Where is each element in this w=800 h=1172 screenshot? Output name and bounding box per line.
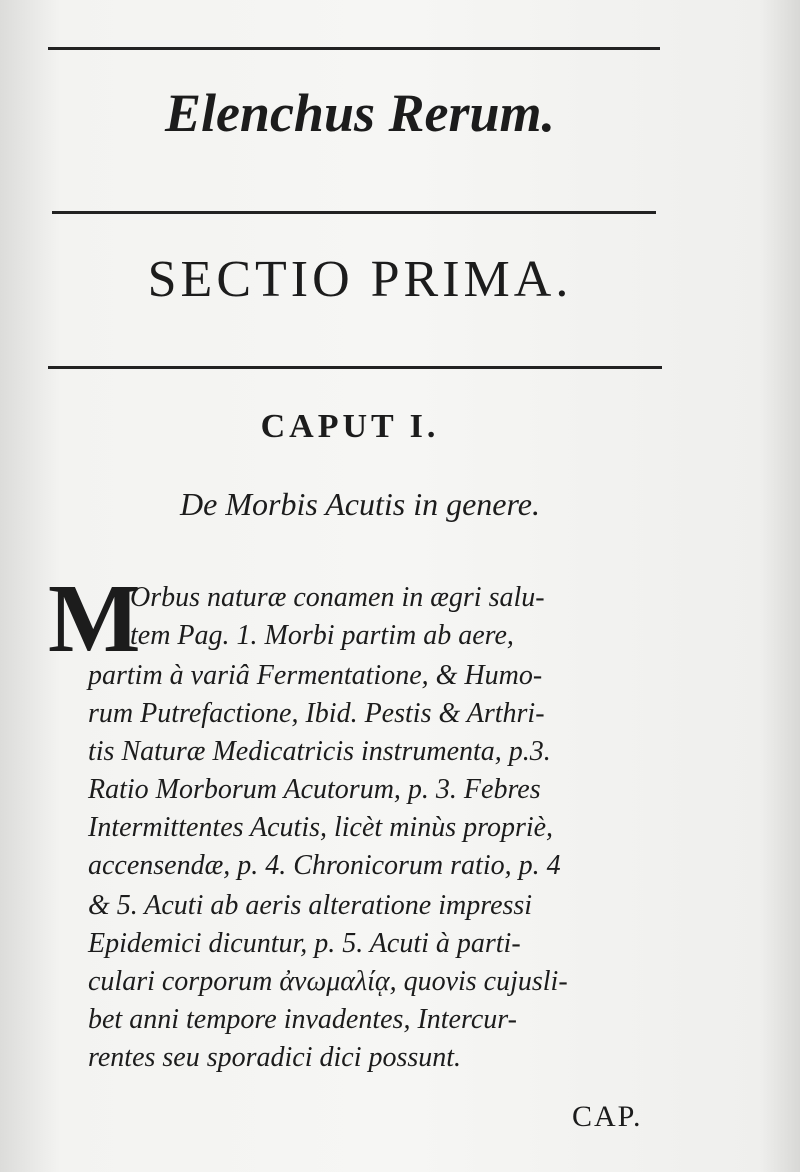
catchword: CAP. [572, 1100, 643, 1133]
drop-cap: M [48, 565, 141, 673]
body-line: rentes seu sporadici dici possunt. [88, 1042, 462, 1073]
body-line: Ratio Morborum Acutorum, p. 3. Febres [88, 774, 541, 805]
body-line: tis Naturæ Medicatricis instrumenta, p.3. [88, 736, 551, 767]
page-title: Elenchus Rerum. [164, 83, 556, 143]
section-heading: SECTIO PRIMA. [147, 251, 573, 308]
rule-above-section [52, 211, 656, 214]
body-line: culari corporum ἀνωμαλίᾳ, quovis cujusli- [88, 966, 568, 997]
body-line: tem Pag. 1. Morbi partim ab aere, [130, 620, 514, 651]
body-line: Orbus naturæ conamen in ægri salu- [130, 582, 545, 613]
top-rule [48, 47, 660, 50]
body-line: rum Putrefactione, Ibid. Pestis & Arthri- [88, 698, 545, 729]
chapter-heading: CAPUT I. [260, 408, 440, 445]
body-line: Epidemici dicuntur, p. 5. Acuti à parti- [88, 928, 521, 959]
body-line: bet anni tempore invadentes, Intercur- [88, 1004, 517, 1035]
rule-below-section [48, 366, 662, 369]
body-line: partim à variâ Fermentatione, & Humo- [88, 660, 543, 691]
body-line: accensendæ, p. 4. Chronicorum ratio, p. 4 [88, 850, 561, 881]
chapter-subtitle: De Morbis Acutis in genere. [180, 486, 540, 522]
body-line: Intermittentes Acutis, licèt minùs propriè, [88, 812, 554, 843]
body-line: & 5. Acuti ab aeris alteratione impressi [88, 890, 533, 921]
